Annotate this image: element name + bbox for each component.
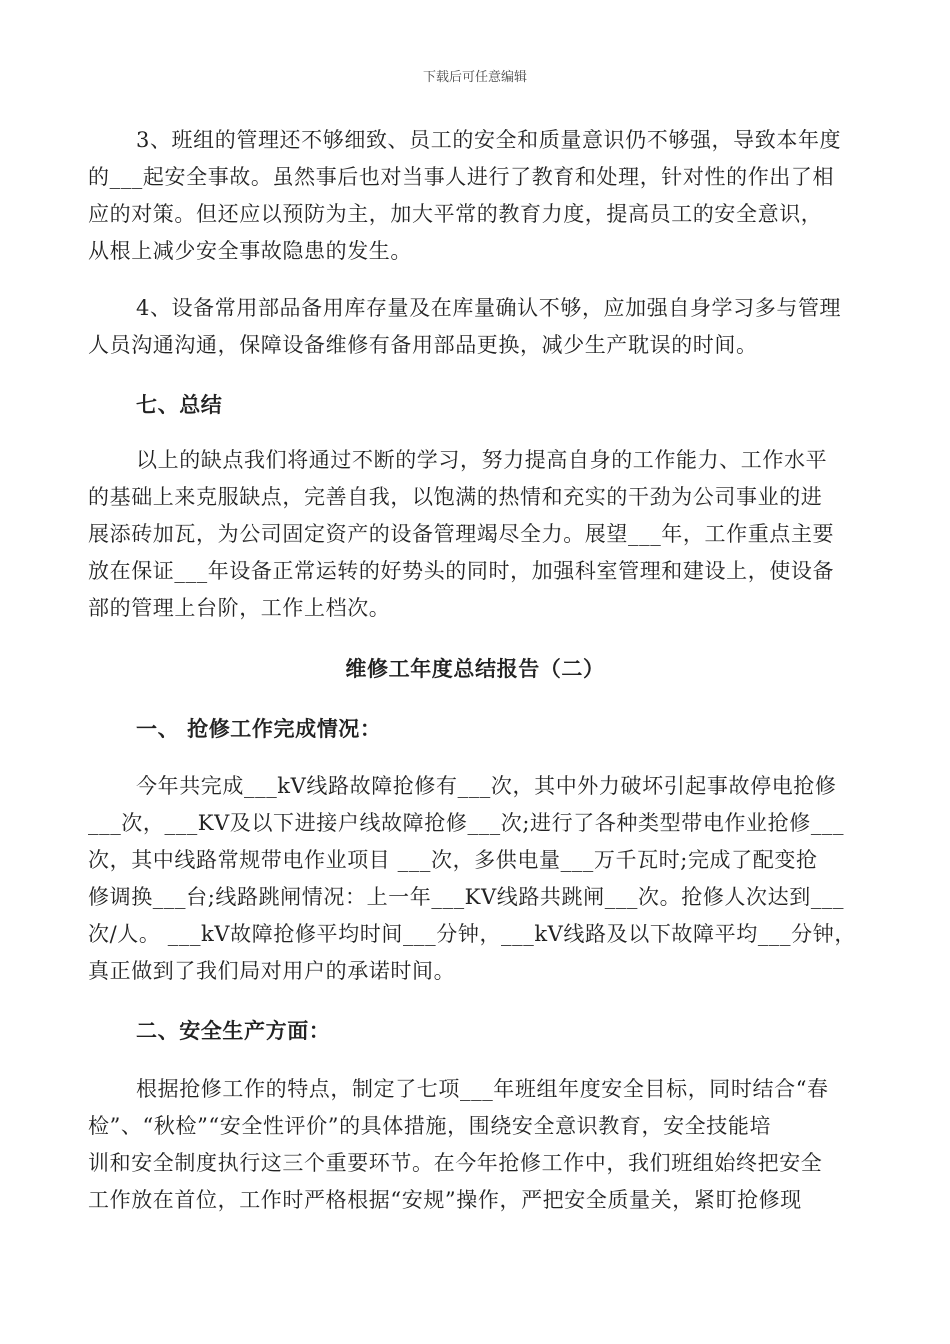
paragraph-line: 4、设备常用部品备用库存量及在库量确认不够，应加强自身学习多与管理 <box>136 296 842 320</box>
paragraph-line: 的基础上来克服缺点，完善自我，以饱满的热情和充实的干劲为公司事业的进 <box>88 485 823 509</box>
paragraph-line: 真正做到了我们局对用户的承诺时间。 <box>88 959 456 983</box>
paragraph-line: 3、班组的管理还不够细致、员工的安全和质量意识仍不够强，导致本年度 <box>136 128 842 152</box>
paragraph-line: 展添砖加瓦，为公司固定资产的设备管理竭尽全力。展望___年，工作重点主要 <box>88 522 835 546</box>
paragraph-line: 人员沟通沟通，保障设备维修有备用部品更换，减少生产耽误的时间。 <box>88 333 758 357</box>
paragraph-line: 从根上减少安全事故隐患的发生。 <box>88 239 412 263</box>
paragraph-line: 以上的缺点我们将通过不断的学习，努力提高自身的工作能力、工作水平 <box>136 448 828 472</box>
paragraph-line: 应的对策。但还应以预防为主，加大平常的教育力度，提高员工的安全意识， <box>88 202 823 226</box>
paragraph-line: 放在保证___年设备正常运转的好势头的同时，加强科室管理和建设上，使设备 <box>88 559 835 583</box>
report-title: 维修工年度总结报告（二） <box>345 656 605 681</box>
header-note: 下载后可任意编辑 <box>422 70 527 85</box>
paragraph-line: 部的管理上台阶，工作上档次。 <box>88 596 391 620</box>
paragraph-line: ___次，___KV及以下进接户线故障抢修___次;进行了各种类型带电作业抢修___ <box>88 811 845 835</box>
paragraph-line: 的___起安全事故。虽然事后也对当事人进行了教育和处理，针对性的作出了相 <box>88 165 835 189</box>
section-heading: 七、总结 <box>136 392 223 417</box>
paragraph-line: 根据抢修工作的特点，制定了七项___年班组年度安全目标，同时结合“春 <box>136 1077 829 1101</box>
paragraph-line: 修调换___台;线路跳闸情况：上一年___KV线路共跳闸___次。抢修人次达到___ <box>88 885 845 909</box>
paragraph-line: 检”、“秋检”“安全性评价”的具体措施，围绕安全意识教育，安全技能培 <box>88 1114 772 1138</box>
section-heading: 一、 抢修工作完成情况： <box>136 716 382 741</box>
paragraph-line: 训和安全制度执行这三个重要环节。在今年抢修工作中，我们班组始终把安全 <box>88 1151 823 1175</box>
paragraph-line: 次，其中线路常规带电作业项目 ___次，多供电量___万千瓦时;完成了配变抢 <box>88 848 818 872</box>
paragraph-line: 次/人。 ___kV故障抢修平均时间___分钟，___kV线路及以下故障平均___分钟， <box>88 922 856 946</box>
paragraph-line: 工作放在首位，工作时严格根据“安规”操作，严把安全质量关，紧盯抢修现 <box>88 1188 802 1212</box>
paragraph-line: 今年共完成___kV线路故障抢修有___次，其中外力破坏引起事故停电抢修 <box>136 774 837 798</box>
section-heading: 二、安全生产方面： <box>136 1018 331 1043</box>
